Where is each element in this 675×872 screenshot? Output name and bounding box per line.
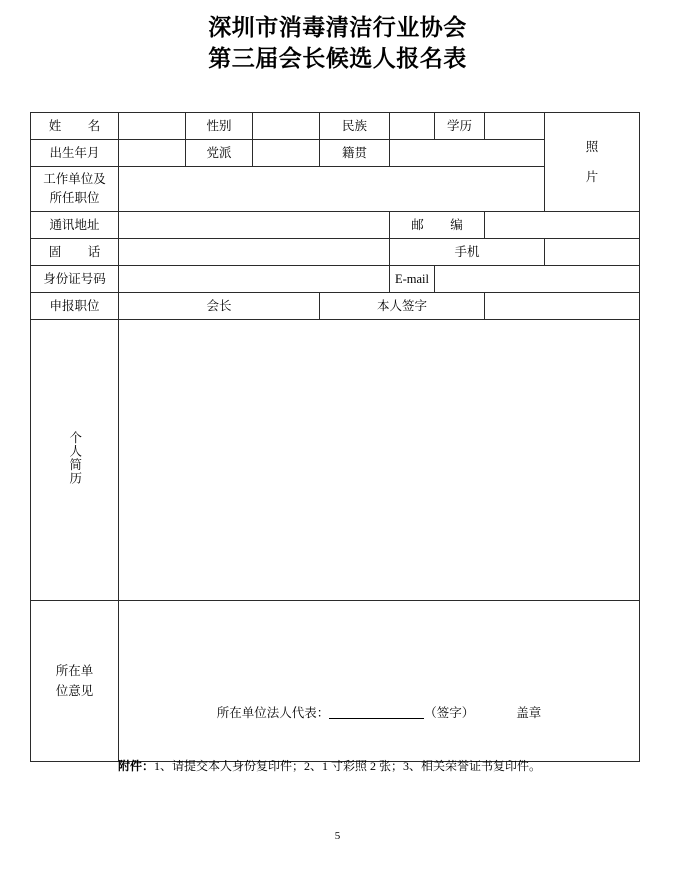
address-field[interactable] xyxy=(119,212,390,239)
applied-position-label: 申报职位 xyxy=(31,293,119,320)
gender-label: 性别 xyxy=(186,113,253,140)
mobile-label: 手机 xyxy=(390,239,545,266)
postcode-label: 邮 编 xyxy=(390,212,485,239)
work-unit-label-line-2: 所任职位 xyxy=(49,191,100,205)
photo-label-line-2: 片 xyxy=(585,170,599,184)
education-label: 学历 xyxy=(435,113,485,140)
birth-date-label: 出生年月 xyxy=(31,140,119,167)
party-field[interactable] xyxy=(253,140,320,167)
resume-label: 个人简历 xyxy=(31,320,119,601)
photo-label-line-1: 照 xyxy=(585,140,599,154)
unit-opinion-label xyxy=(31,601,119,762)
native-place-label: 籍贯 xyxy=(320,140,390,167)
native-place-field[interactable] xyxy=(390,140,545,167)
ethnicity-label: 民族 xyxy=(320,113,390,140)
title-line-2: 第三届会长候选人报名表 xyxy=(208,45,467,71)
title-line-1: 深圳市消毒清洁行业协会 xyxy=(208,14,467,40)
registration-form-table xyxy=(30,112,640,762)
table-row-opinion xyxy=(31,601,640,762)
table-row xyxy=(31,239,640,266)
unit-opinion-label-line-1: 所在单 xyxy=(55,664,94,678)
seal-label: 盖章 xyxy=(516,706,542,720)
attachment-note-label: 附件： xyxy=(118,759,155,773)
name-field[interactable] xyxy=(119,113,186,140)
landline-field[interactable] xyxy=(119,239,390,266)
table-row-resume xyxy=(31,320,640,601)
page-number: 5 xyxy=(334,830,341,842)
id-number-field[interactable] xyxy=(119,266,390,293)
legal-representative-signature-blank[interactable] xyxy=(329,718,424,719)
work-unit-label-line-1: 工作单位及 xyxy=(43,172,106,187)
work-unit-label xyxy=(31,167,119,212)
unit-opinion-field[interactable] xyxy=(119,601,640,762)
table-row xyxy=(31,212,640,239)
address-label: 通讯地址 xyxy=(31,212,119,239)
self-signature-label: 本人签字 xyxy=(320,293,485,320)
email-field[interactable] xyxy=(435,266,640,293)
birth-date-field[interactable] xyxy=(119,140,186,167)
mobile-field[interactable] xyxy=(545,239,640,266)
name-label: 姓 名 xyxy=(31,113,119,140)
unit-opinion-label-line-2: 位意见 xyxy=(55,684,94,698)
attachment-note-text: 1、请提交本人身份复印件；2、1 寸彩照 2 张；3、相关荣誉证书复印件。 xyxy=(154,759,542,773)
legal-representative-suffix: （签字） xyxy=(424,706,475,720)
education-field[interactable] xyxy=(485,113,545,140)
gender-field[interactable] xyxy=(253,113,320,140)
email-label: E-mail xyxy=(390,266,435,293)
table-row xyxy=(31,293,640,320)
id-number-label: 身份证号码 xyxy=(31,266,119,293)
ethnicity-field[interactable] xyxy=(390,113,435,140)
postcode-field[interactable] xyxy=(485,212,640,239)
work-unit-field[interactable] xyxy=(119,167,545,212)
legal-representative-prefix: 所在单位法人代表： xyxy=(216,706,330,720)
applied-position-value: 会长 xyxy=(119,293,320,320)
photo-placeholder xyxy=(545,113,640,212)
party-label: 党派 xyxy=(186,140,253,167)
legal-representative-signature-row xyxy=(119,705,639,722)
landline-label: 固 话 xyxy=(31,239,119,266)
table-row xyxy=(31,266,640,293)
table-row xyxy=(31,113,640,140)
attachment-note xyxy=(118,758,658,775)
self-signature-field[interactable] xyxy=(485,293,640,320)
page-title xyxy=(0,12,675,74)
resume-field[interactable] xyxy=(119,320,640,601)
